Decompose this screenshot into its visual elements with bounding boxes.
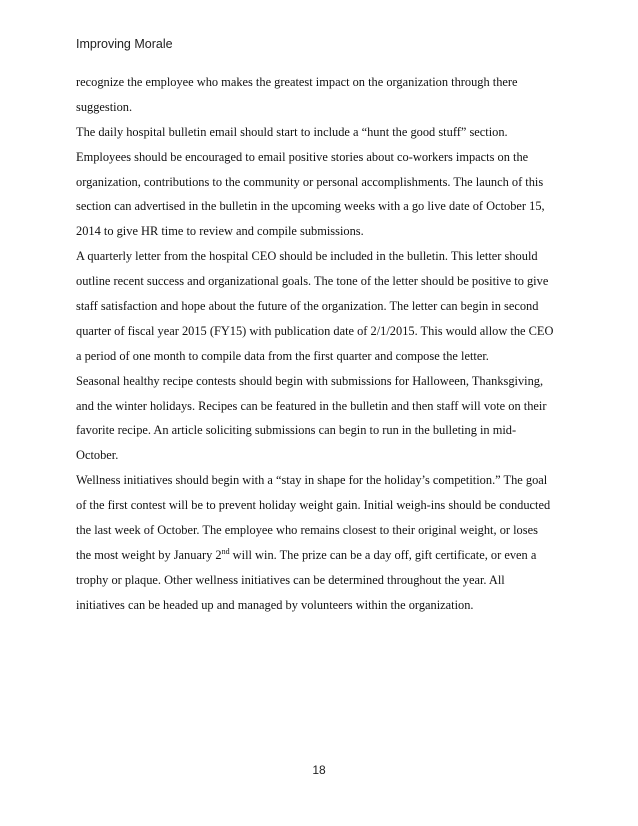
text-line: the last week of October. The employee who remains closest to their original weight, or loses — [76, 523, 538, 538]
running-head: Improving Morale — [76, 37, 173, 51]
body-text — [76, 70, 576, 618]
text-line: quarter of fiscal year 2015 (FY15) with publication date of 2/1/2015. This would allow the CEO — [76, 323, 554, 338]
text-line: Employees should be encouraged to email positive stories about co-workers impacts on the — [76, 149, 529, 164]
text-line: Wellness initiatives should begin with a “stay in shape for the holiday’s competition.” The goal — [76, 473, 548, 488]
text-line: recognize the employee who makes the greatest impact on the organization through there — [76, 75, 518, 89]
text-line: of the first contest will be to prevent holiday weight gain. Initial weigh-ins should be conducted — [76, 498, 551, 513]
text-line: staff satisfaction and hope about the future of the organization. The letter can begin in second — [76, 299, 539, 314]
text-line: a period of one month to compile data from the first quarter and compose the letter. — [76, 348, 489, 363]
text-line: suggestion. — [76, 99, 133, 114]
superscript: nd — [221, 546, 230, 556]
text-segment: the most weight by January 2 — [76, 547, 222, 562]
text-line: Seasonal healthy recipe contests should begin with submissions for Halloween, Thanksgiving, — [76, 373, 544, 388]
text-line: initiatives can be headed up and managed by volunteers within the organization. — [76, 597, 474, 612]
text-line: trophy or plaque. Other wellness initiatives can be determined throughout the year. All — [76, 572, 505, 587]
text-line — [76, 543, 576, 568]
page-number: 18 — [312, 763, 326, 777]
text-line: 2014 to give HR time to review and compile submissions. — [76, 224, 364, 239]
text-line: organization, contributions to the community or personal accomplishments. The launch of this — [76, 174, 544, 189]
text-line: section can advertised in the bulletin in the upcoming weeks with a go live date of October 15, — [76, 199, 545, 214]
text-segment: will win. The prize can be a day off, gift certificate, or even a — [229, 547, 537, 562]
text-line: The daily hospital bulletin email should start to include a “hunt the good stuff” section. — [76, 124, 508, 139]
text-line: and the winter holidays. Recipes can be featured in the bulletin and then staff will vote on their — [76, 398, 547, 413]
text-line: favorite recipe. An article soliciting submissions can begin to run in the bulleting in mid- — [76, 423, 517, 438]
text-line: October. — [76, 448, 119, 463]
text-line: outline recent success and organizational goals. The tone of the letter should be positive to give — [76, 274, 549, 289]
text-line: A quarterly letter from the hospital CEO should be included in the bulletin. This letter should — [76, 249, 538, 264]
